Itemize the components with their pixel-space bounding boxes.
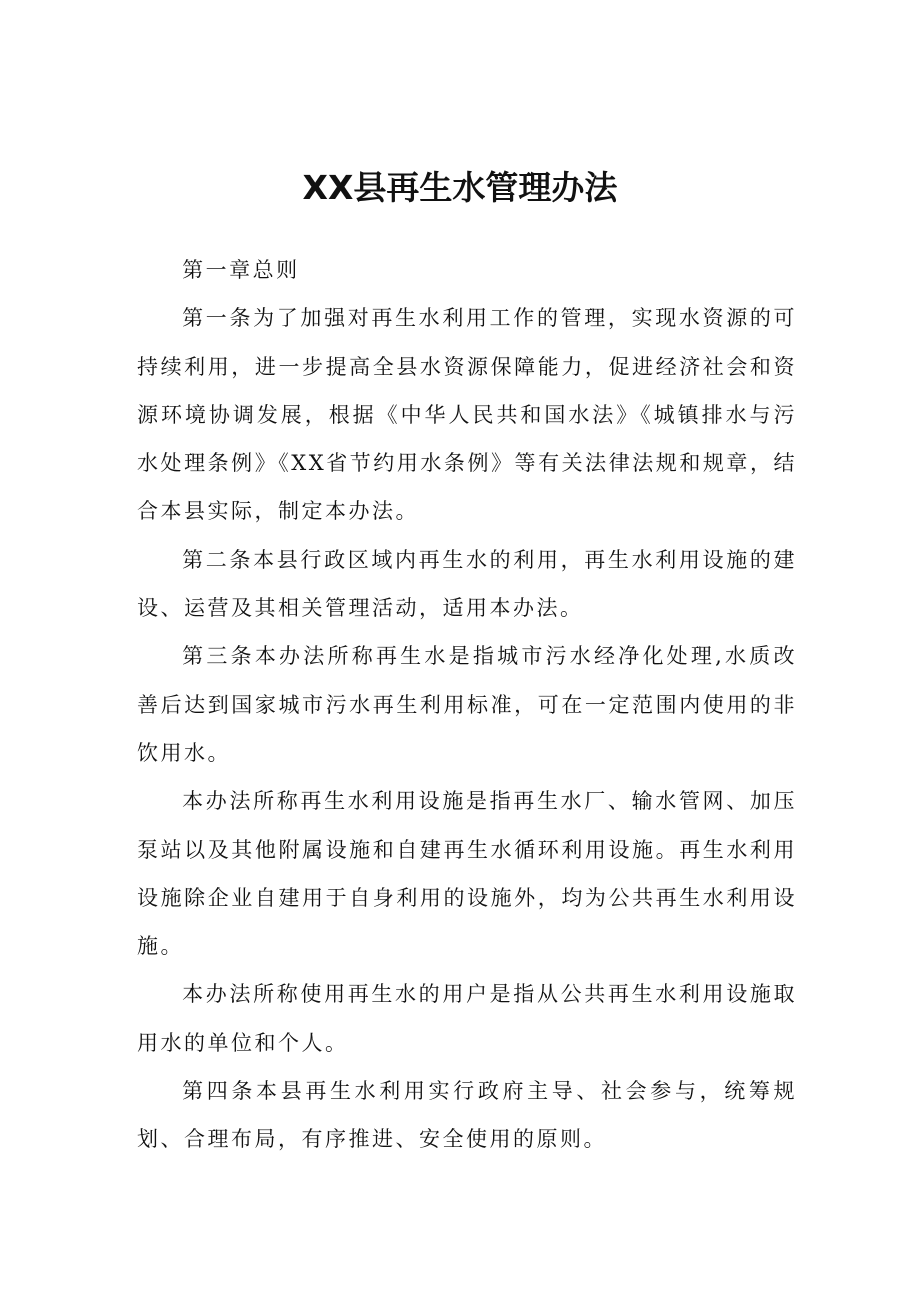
facilities-definition-paragraph: 本办法所称再生水利用设施是指再生水厂、输水管网、加压泵站以及其他附属设施和自建再生水循环利用设施。再生水利用设施除企业自建用于自身利用的设施外，均为公共再生水利用设施。: [137, 789, 797, 959]
users-definition-paragraph: 本办法所称使用再生水的用户是指从公共再生水利用设施取用水的单位和个人。: [137, 982, 797, 1055]
document-title: XX县再生水管理办法: [302, 168, 618, 207]
article-4-paragraph: 第四条本县再生水利用实行政府主导、社会参与，统筹规划、合理布局，有序推进、安全使用的原则。: [137, 1079, 797, 1152]
chapter-heading: 第一章总则: [182, 258, 300, 282]
article-2-paragraph: 第二条本县行政区域内再生水的利用，再生水利用设施的建设、运营及其相关管理活动，适用本办法。: [137, 547, 797, 621]
article-1-paragraph: 第一条为了加强对再生水利用工作的管理，实现水资源的可持续利用，进一步提高全县水资源保障能力，促进经济社会和资源环境协调发展，根据《中华人民共和国水法》《城镇排水与污水处理条例》《XX省节约用水条例》等有关法律法规和规章，结合本县实际，制定本办法。: [137, 306, 797, 524]
article-3-paragraph: 第三条本办法所称再生水是指城市污水经净化处理,水质改善后达到国家城市污水再生利用标准，可在一定范围内使用的非饮用水。: [137, 644, 797, 765]
document-body: [137, 246, 797, 1164]
